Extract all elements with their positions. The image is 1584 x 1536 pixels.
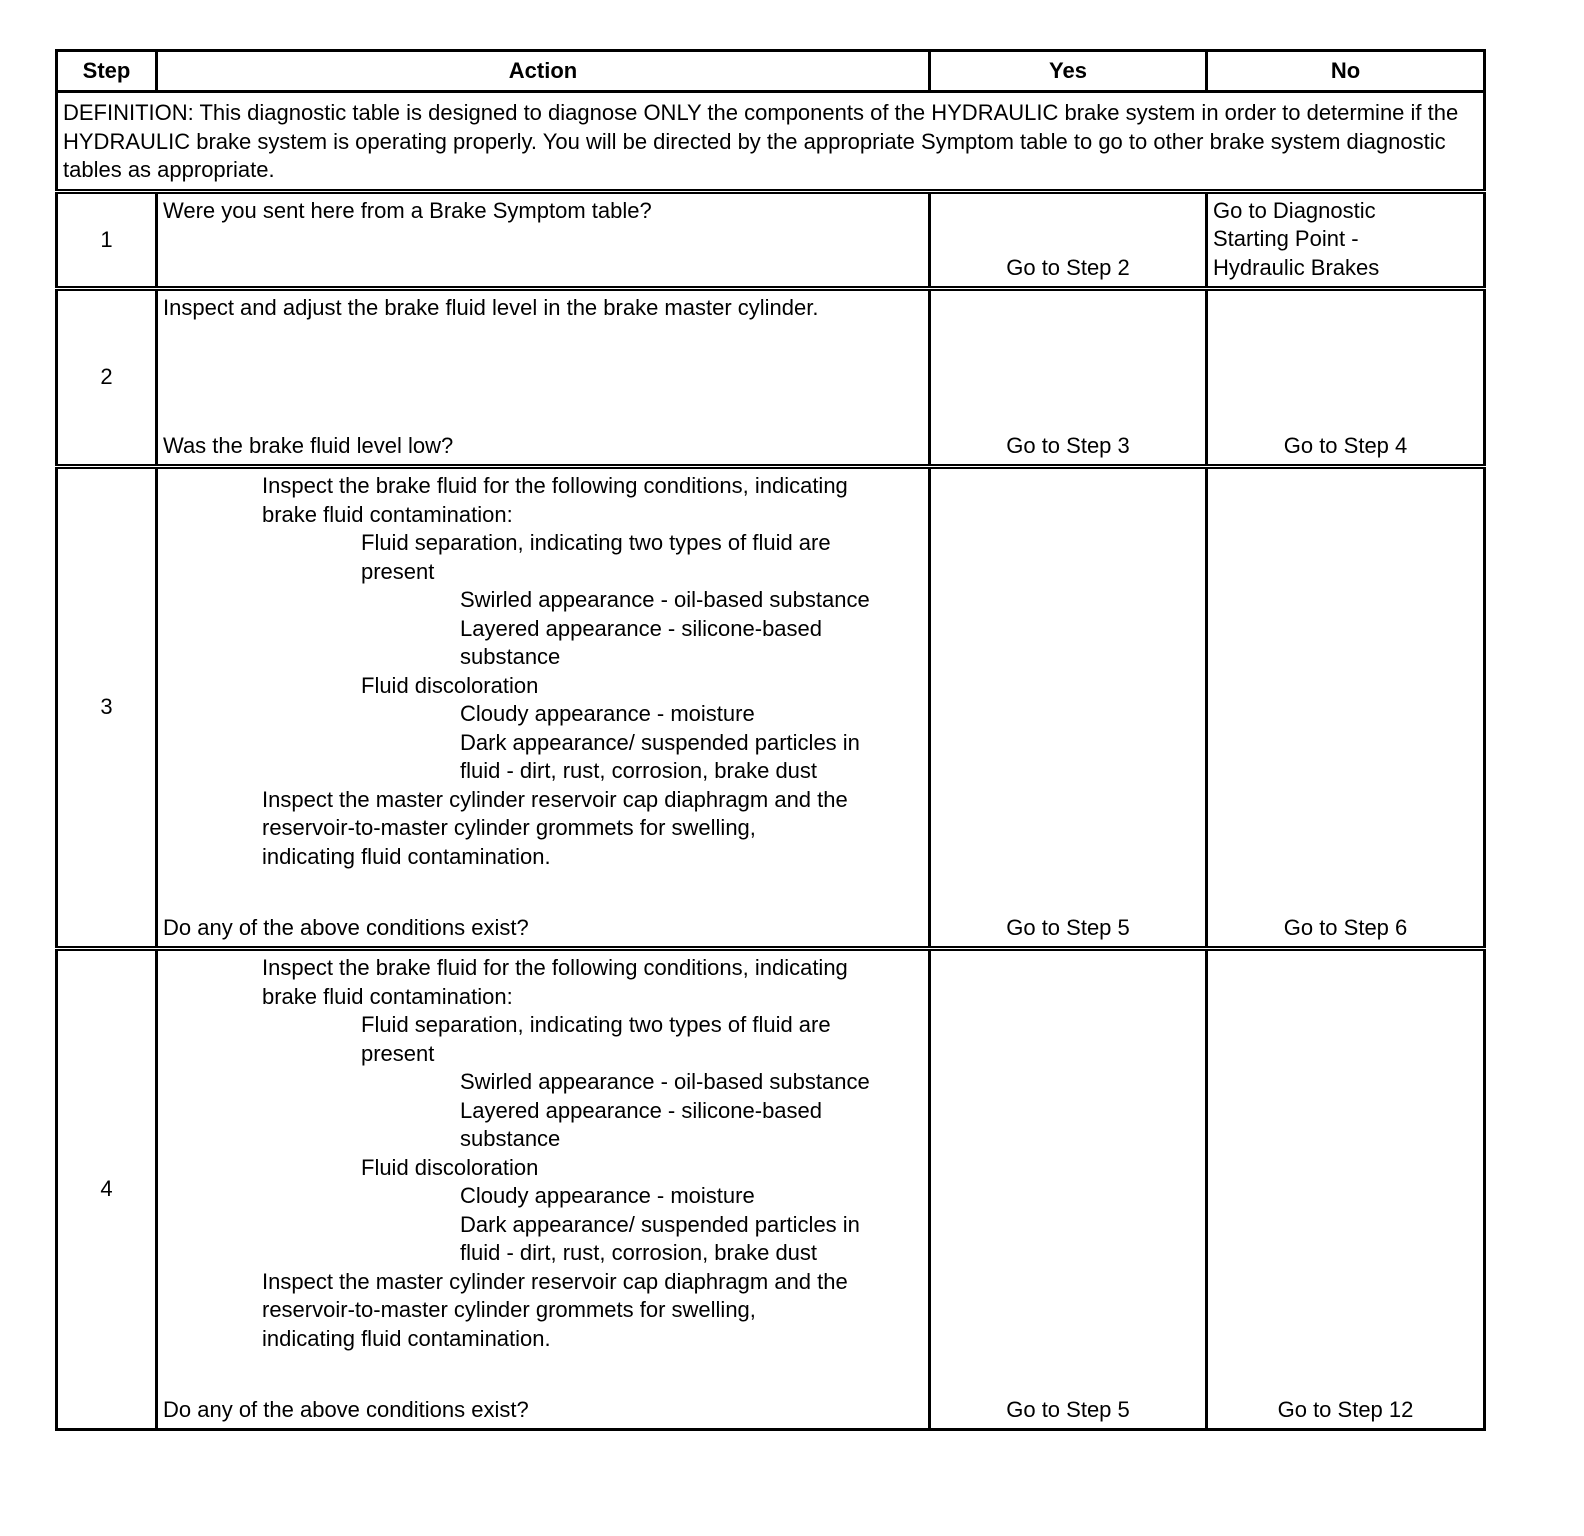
- action-line: substance: [460, 644, 561, 669]
- action-cell: [157, 191, 930, 289]
- action-steps: [163, 472, 923, 871]
- action-line: reservoir-to-master cylinder grommets for swelling,: [262, 815, 756, 840]
- action-question: Were you sent here from a Brake Symptom table?: [163, 197, 652, 223]
- step-number: 1: [57, 191, 157, 289]
- action-line: Dark appearance/ suspended particles in: [460, 1211, 860, 1237]
- table-row: [57, 467, 1485, 949]
- action-line: indicating fluid contamination.: [262, 1325, 551, 1351]
- action-line: Fluid discoloration: [361, 672, 539, 698]
- definition-text: DEFINITION: This diagnostic table is designed to diagnose ONLY the components of the HYDRAULIC brake system in order to determine if the HYDRAULIC brake system is operating properly. You will be directed by the appropriate Symptom table to go to other brake system diagnostic tables as appropriate.: [57, 92, 1485, 192]
- yes-cell: Go to Step 3: [930, 289, 1207, 467]
- action-instruction: Inspect and adjust the brake fluid level in the brake master cylinder.: [163, 295, 819, 320]
- action-question: Do any of the above conditions exist?: [163, 1396, 529, 1422]
- header-action: Action: [157, 51, 930, 92]
- action-line: Cloudy appearance - moisture: [460, 1183, 755, 1208]
- header-step: Step: [57, 51, 157, 92]
- action-line: Fluid separation, indicating two types of fluid are: [361, 1012, 831, 1037]
- action-cell: [157, 949, 930, 1430]
- action-cell: [157, 289, 930, 467]
- action-line: Swirled appearance - oil-based substance: [460, 1069, 870, 1094]
- action-line: substance: [460, 1126, 561, 1151]
- action-line: Layered appearance - silicone-based: [460, 1097, 823, 1123]
- action-line: Swirled appearance - oil-based substance: [460, 587, 870, 612]
- action-line: reservoir-to-master cylinder grommets for swelling,: [262, 1297, 756, 1322]
- action-line: Fluid discoloration: [361, 1154, 539, 1180]
- action-line: Inspect the brake fluid for the following conditions, indicating: [262, 473, 848, 498]
- table-row: [57, 949, 1485, 1430]
- no-cell: Go to Step 6: [1207, 467, 1485, 949]
- action-steps: [163, 954, 923, 1353]
- no-cell: Go to Step 4: [1207, 289, 1485, 467]
- action-line: Dark appearance/ suspended particles in: [460, 729, 860, 755]
- no-cell: Go to Step 12: [1207, 949, 1485, 1430]
- action-line: Layered appearance - silicone-based: [460, 615, 823, 641]
- action-line: present: [361, 558, 435, 584]
- yes-cell: Go to Step 5: [930, 949, 1207, 1430]
- action-question: Do any of the above conditions exist?: [163, 914, 529, 940]
- header-row: [57, 51, 1485, 92]
- header-no: No: [1207, 51, 1485, 92]
- action-line: Inspect the master cylinder reservoir cap diaphragm and the: [262, 1268, 848, 1294]
- action-cell: [157, 467, 930, 949]
- diagnostic-table: [55, 49, 1486, 1431]
- action-line: brake fluid contamination:: [262, 983, 513, 1009]
- action-line: Fluid separation, indicating two types of fluid are: [361, 530, 831, 555]
- action-line: fluid - dirt, rust, corrosion, brake dust: [460, 758, 818, 783]
- action-line: fluid - dirt, rust, corrosion, brake dust: [460, 1240, 818, 1265]
- step-number: 3: [57, 467, 157, 949]
- no-line: Starting Point -: [1213, 226, 1359, 251]
- action-line: present: [361, 1040, 435, 1066]
- no-line: Hydraulic Brakes: [1213, 254, 1380, 280]
- definition-row: [57, 92, 1485, 192]
- step-number: 4: [57, 949, 157, 1430]
- action-line: Cloudy appearance - moisture: [460, 701, 755, 726]
- header-yes: Yes: [930, 51, 1207, 92]
- no-cell: [1207, 191, 1485, 289]
- table-row: [57, 289, 1485, 467]
- no-line: Go to Diagnostic: [1213, 197, 1376, 223]
- action-line: brake fluid contamination:: [262, 501, 513, 527]
- table-row: [57, 191, 1485, 289]
- step-number: 2: [57, 289, 157, 467]
- yes-cell: Go to Step 5: [930, 467, 1207, 949]
- action-line: Inspect the master cylinder reservoir cap diaphragm and the: [262, 786, 848, 812]
- yes-cell: Go to Step 2: [930, 191, 1207, 289]
- action-line: indicating fluid contamination.: [262, 843, 551, 869]
- action-question: Was the brake fluid level low?: [163, 432, 454, 458]
- action-line: Inspect the brake fluid for the following conditions, indicating: [262, 955, 848, 980]
